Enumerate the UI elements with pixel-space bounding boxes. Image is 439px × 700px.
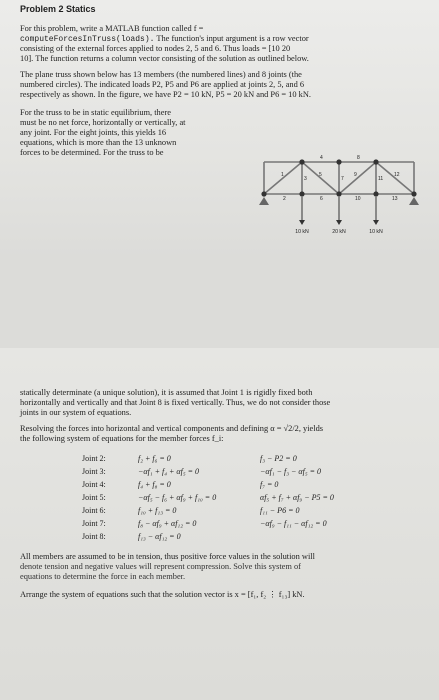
member-label: 3 — [304, 176, 307, 182]
para5-line1: Resolving the forces into horizontal and vertical components and defining α = √2/2, yields — [20, 424, 324, 433]
truss-diagonal-1 — [264, 162, 302, 194]
page-gap — [0, 258, 439, 348]
joint-label: Joint 5: — [82, 493, 106, 502]
para1-line3: consisting of the external forces applied to nodes 2, 5 and 6. Thus loads = [10 20 — [20, 44, 291, 53]
truss-joint — [373, 191, 378, 196]
para3-line4: equations, which is more than the 13 unknown — [20, 138, 177, 147]
truss-diagram — [250, 150, 428, 252]
equation-vertical: f₇ = 0 — [260, 480, 279, 489]
para4-line2: horizontally and vertically and that Joint 8 is fixed vertically. Thus, we do not consider those — [20, 398, 331, 407]
truss-joint — [299, 159, 304, 164]
member-label: 2 — [283, 196, 286, 202]
member-label: 13 — [392, 196, 398, 202]
para1-line4: 10]. The function returns a column vector consisting of the solution as outlined below. — [20, 54, 309, 63]
para6-line2: denote tension and negative values will represent compression. Solve this system of — [20, 562, 301, 571]
equation-horizontal: f₄ + f₈ = 0 — [138, 480, 171, 489]
arrow-head-icon — [299, 220, 305, 225]
para3-line5: forces to be determined. For the truss to be — [20, 148, 164, 157]
para6-line1: All members are assumed to be in tension, thus positive force values in the solution will — [20, 552, 315, 561]
support-roller-icon — [409, 197, 419, 205]
para3-line1: For the truss to be in static equilibrium, there — [20, 108, 171, 117]
equation-horizontal: f₁₃ − αf₁₂ = 0 — [138, 532, 181, 541]
member-label: 7 — [341, 176, 344, 182]
member-label: 12 — [394, 172, 400, 178]
function-signature: computeForcesInTruss(loads). — [20, 35, 155, 44]
arrow-head-icon — [336, 220, 342, 225]
equation-horizontal: f₈ − αf₉ + αf₁₂ = 0 — [138, 519, 197, 528]
truss-diagonal-3 — [339, 162, 376, 194]
para2-line1: The plane truss shown below has 13 members (the numbered lines) and 8 joints (the — [20, 70, 302, 79]
truss-joint — [299, 191, 304, 196]
page-top — [0, 0, 439, 258]
para1-line1: For this problem, write a MATLAB function called f = — [20, 24, 204, 33]
truss-joint — [336, 191, 341, 196]
equation-vertical: αf₅ + f₇ + αf₉ − P5 = 0 — [260, 493, 334, 502]
member-label: 5 — [319, 172, 322, 178]
load-label-p2: 10 kN — [295, 229, 309, 235]
equation-vertical: f₁₁ − P6 = 0 — [260, 506, 300, 515]
member-label: 11 — [378, 176, 384, 182]
equation-vertical: −αf₁ − f₃ − αf₅ = 0 — [260, 467, 322, 476]
para4-line3: joints in our system of equations. — [20, 408, 132, 417]
para4-line1: statically determinate (a unique solution), it is assumed that Joint 1 is rigidly fixed both — [20, 388, 313, 397]
problem-title: Problem 2 Statics — [20, 4, 96, 14]
joint-label: Joint 6: — [82, 506, 106, 515]
equation-vertical: f₃ − P2 = 0 — [260, 454, 297, 463]
joint-label: Joint 4: — [82, 480, 106, 489]
equation-horizontal: −αf₁ + f₄ + αf₅ = 0 — [138, 467, 200, 476]
support-pin-icon — [259, 197, 269, 205]
member-label: 6 — [320, 196, 323, 202]
para1-line2b: The function's input argument is a row vector — [156, 34, 309, 43]
joint-label: Joint 2: — [82, 454, 106, 463]
para3-line2: must be no net force, horizontally or vertically, at — [20, 118, 186, 127]
member-label: 10 — [355, 196, 361, 202]
para6-line3: equations to determine the force in each member. — [20, 572, 186, 581]
truss-joint — [411, 191, 416, 196]
truss-joint — [261, 191, 266, 196]
member-label: 1 — [281, 172, 284, 178]
member-label: 8 — [357, 155, 360, 161]
equation-vertical: −αf₉ − f₁₁ − αf₁₂ = 0 — [260, 519, 327, 528]
arrow-head-icon — [373, 220, 379, 225]
equation-horizontal: f₁₀ + f₁₃ = 0 — [138, 506, 177, 515]
equation-horizontal: −αf₅ − f₆ + αf₉ + f₁₀ = 0 — [138, 493, 217, 502]
equation-horizontal: f₂ + f₆ = 0 — [138, 454, 171, 463]
joint-label: Joint 8: — [82, 532, 106, 541]
member-label: 9 — [354, 172, 357, 178]
joint-label: Joint 7: — [82, 519, 106, 528]
truss-diagonal-2 — [302, 162, 339, 194]
joint-label: Joint 3: — [82, 467, 106, 476]
truss-joint — [373, 159, 378, 164]
para3-line3: any joint. For the eight joints, this yields 16 — [20, 128, 167, 137]
load-label-p6: 10 kN — [369, 229, 383, 235]
load-label-p5: 20 kN — [332, 229, 346, 235]
member-label: 4 — [320, 155, 323, 161]
para2-line3: respectively as shown. In the figure, we have P2 = 10 kN, P5 = 20 kN and P6 = 10 kN. — [20, 90, 311, 99]
para2-line2: numbered circles). The indicated loads P2, P5 and P6 are applied at joints 2, 5, and 6 — [20, 80, 305, 89]
para7: Arrange the system of equations such that the solution vector is x = [f₁, f₂ ⋮ f₁₃] kN. — [20, 590, 305, 599]
page-bottom — [0, 348, 439, 700]
truss-joint — [336, 159, 341, 164]
para5-line2: the following system of equations for the member forces f_i: — [20, 434, 224, 443]
